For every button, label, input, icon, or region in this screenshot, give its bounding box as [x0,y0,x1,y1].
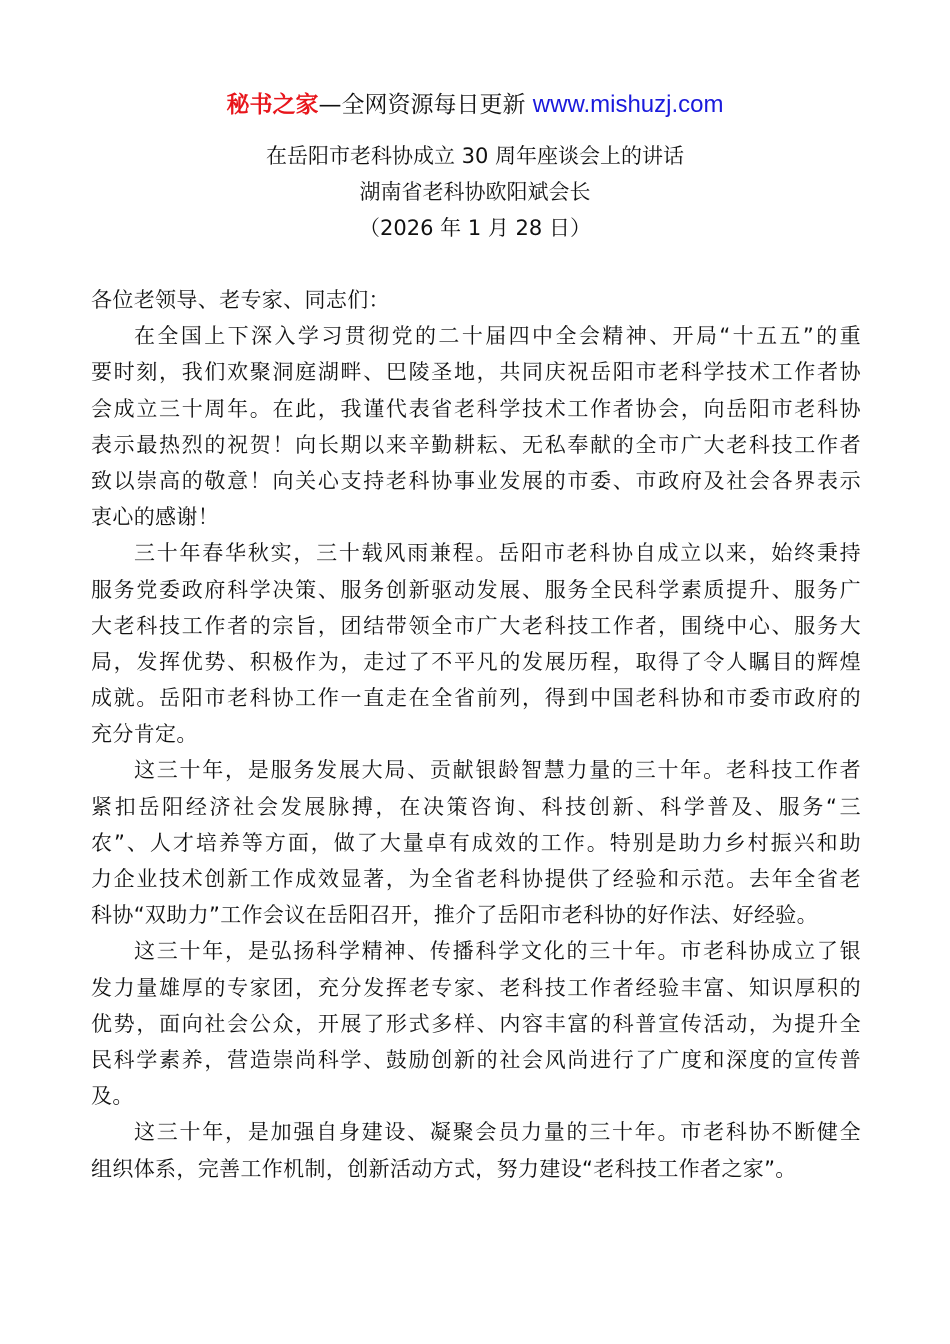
date-line: （2026 年 1 月 28 日） [359,216,591,240]
paragraph-line: 这三十年，是服务发展大局、贡献银龄智慧力量的三十年。老科技工作者 [134,758,861,783]
site-banner [0,88,950,122]
site-url-link[interactable]: www.mishuzj.com [532,91,724,118]
paragraph-line: 服务党委政府科学决策、服务创新驱动发展、服务全民科学素质提升、服务广 [91,577,861,602]
paragraph-line: 三十年春华秋实，三十载风雨兼程。岳阳市老科协自成立以来，始终秉持 [134,541,861,566]
paragraph [91,752,861,933]
speaker-line: 湖南省老科协欧阳斌会长 [359,180,591,204]
paragraph-line: 农”、人才培养等方面，做了大量卓有成效的工作。特别是助力乡村振兴和助 [91,830,861,855]
paragraph-line: 优势，面向社会公众，开展了形式多样、内容丰富的科普宣传活动，为提升全 [91,1011,861,1036]
paragraph-line: 表示最热烈的祝贺！向长期以来辛勤耕耘、无私奉献的全市广大老科技工作者 [91,432,861,457]
paragraph-line: 成就。岳阳市老科协工作一直走在全省前列，得到中国老科协和市委市政府的 [91,686,861,711]
paragraph [91,1114,861,1186]
paragraph-line: 紧扣岳阳经济社会发展脉搏，在决策咨询、科技创新、科学普及、服务“三 [91,794,861,819]
paragraph-line: 会成立三十周年。在此，我谨代表省老科学技术工作者协会，向岳阳市老科协 [91,396,861,421]
paragraph-line: 在全国上下深入学习贯彻党的二十届四中全会精神、开局“十五五”的重 [134,324,861,349]
paragraph-line: 这三十年，是弘扬科学精神、传播科学文化的三十年。市老科协成立了银 [134,939,861,964]
paragraph [91,318,861,535]
document-header [0,138,950,246]
banner-slogan: —全网资源每日更新 [318,92,526,118]
paragraph-line: 衷心的感谢！ [91,505,220,530]
paragraph-line: 局，发挥优势、积极作为，走过了不平凡的发展历程，取得了令人瞩目的辉煌 [91,649,861,674]
salutation: 各位老领导、老专家、同志们： [91,288,390,312]
brand-name: 秘书之家 [226,92,319,118]
paragraph-line: 科协“双助力”工作会议在岳阳召开，推介了岳阳市老科协的好作法、好经验。 [91,903,819,928]
paragraph-line: 发力量雄厚的专家团，充分发挥老专家、老科技工作者经验丰富、知识厚积的 [91,975,861,1000]
paragraph-line: 组织体系，完善工作机制，创新活动方式，努力建设“老科技工作者之家”。 [91,1156,797,1181]
paragraph-line: 及。 [91,1084,134,1109]
document-title: 在岳阳市老科协成立 30 周年座谈会上的讲话 [265,144,685,168]
paragraph-line: 民科学素养，营造崇尚科学、鼓励创新的社会风尚进行了广度和深度的宣传普 [91,1047,861,1072]
paragraph-line: 致以崇高的敬意！向关心支持老科协事业发展的市委、市政府及社会各界表示 [91,468,861,493]
paragraph [91,933,861,1114]
paragraph-line: 力企业技术创新工作成效显著，为全省老科协提供了经验和示范。去年全省老 [91,867,861,891]
paragraph-line: 这三十年，是加强自身建设、凝聚会员力量的三十年。市老科协不断健全 [134,1120,861,1145]
paragraph-line: 大老科技工作者的宗旨，团结带领全市广大老科技工作者，围绕中心、服务大 [91,613,861,638]
document-body [91,282,861,1187]
paragraph-line: 充分肯定。 [91,722,198,747]
paragraph [91,535,861,752]
paragraph-line: 要时刻，我们欢聚洞庭湖畔、巴陵圣地，共同庆祝岳阳市老科学技术工作者协 [91,360,861,385]
